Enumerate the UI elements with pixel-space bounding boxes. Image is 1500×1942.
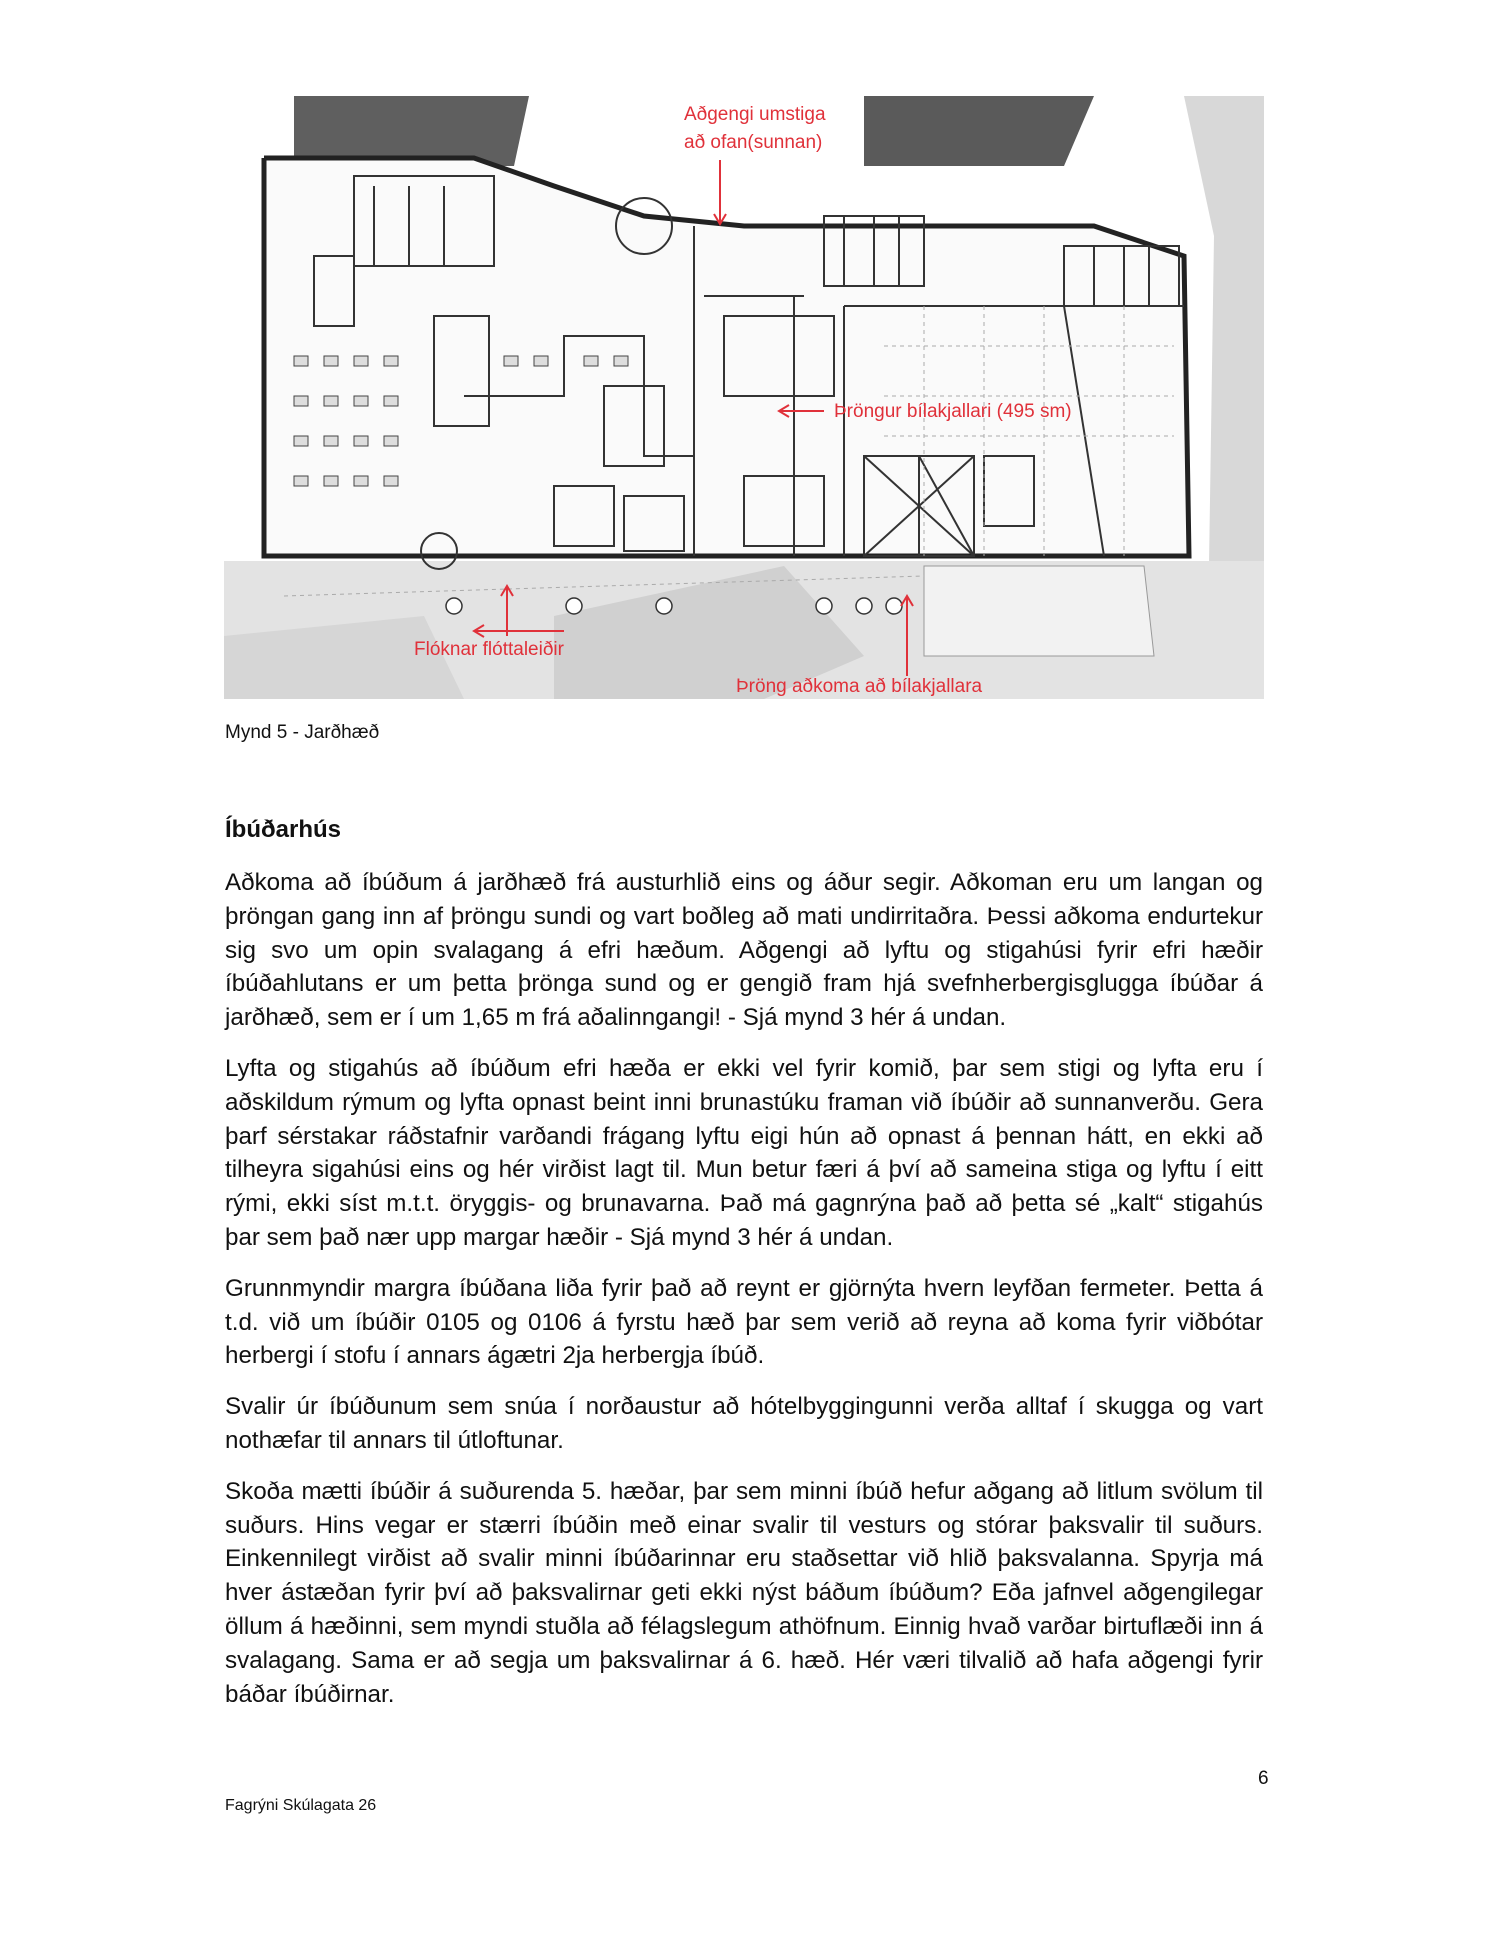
- paragraph: Lyfta og stigahús að íbúðum efri hæða er ekki vel fyrir komið, þar sem stigi og lyfta eru í aðskildum rýmum og lyfta opnast beint inni brunastúku framan við íbúðir að sunnanverðu. Gera þarf sérstakar ráðstafnir varðandi frágang lyftu eigi hún að opnast á þennan hátt, en ekki að tilheyra sigahúsi eins og hér virðist lagt til. Mun betur færi á því að sameina stiga og lyftu í eitt rými, ekki síst m.t.t. öryggis- og brunavarna. Það má gagnrýna það að þetta sé „kalt“ stigahús þar sem það nær upp margar hæðir - Sjá mynd 3 hér á undan.: [225, 1054, 1263, 1251]
- footer-text: Fagrýni Skúlagata 26: [225, 1797, 377, 1814]
- annotation-right: Þröngur bílakjallari (495 sm): [834, 401, 1072, 422]
- paragraph: Svalir úr íbúðunum sem snúa í norðaustur að hótelbyggingunni verða alltaf í skugga og vart nothæfar til annars til útloftunar.: [225, 1393, 1263, 1454]
- annotation-top-line1: Aðgengi umstiga: [684, 104, 826, 125]
- paragraph: Skoða mætti íbúðir á suðurenda 5. hæðar, þar sem minni íbúð hefur aðgang að litlum svölum til suðurs. Hins vegar er stærri íbúðin með einar svalir til vesturs og stórar þaksvalir til suðurs. Einkennilegt virðist að svalir minni íbúðarinnar eru staðsettar við hlið þaksvalanna. Spyrja má hver ástæðan fyrir því að þaksvalirnar geti ekki nýst báðum íbúðum? Eða jafnvel aðgengilegar öllum á hæðinni, sem myndi stuðla að félagslegum athöfnum. Einnig hvað varðar birtuflæði inn á svalagang. Sama er að segja um þaksvalirnar á 6. hæð. Hér væri tilvalið að hafa aðgengi fyrir báðar íbúðirnar.: [225, 1477, 1263, 1708]
- floor-plan-figure: [224, 96, 1264, 699]
- section-body: [225, 866, 1263, 1728]
- annotation-bottom: Þröng aðkoma að bílakjallara: [736, 676, 983, 697]
- figure-caption: Mynd 5 - Jarðhæð: [225, 722, 380, 743]
- paragraph: Aðkoma að íbúðum á jarðhæð frá austurhlið eins og áður segir. Aðkoman eru um langan og þröngan gang inn af þröngu sundi og vart boðleg að mati undirritaðra. Þessi aðkoma endurtekur sig svo um opin svalagang á efri hæðum. Aðgengi að lyftu og stigahúsi fyrir efri hæðir íbúðahlutans er um þetta þrönga sund og er gengið fram hjá svefnherbergisglugga íbúðar á jarðhæð, sem er í um 1,65 m frá aðalinngangi! - Sjá mynd 3 hér á undan.: [225, 869, 1263, 1032]
- annotation-top-line2: að ofan(sunnan): [684, 132, 823, 153]
- page-number: 6: [1258, 1768, 1269, 1789]
- neighbour-building-top-right: [864, 96, 1094, 166]
- annotation-left: Flóknar flóttaleiðir: [414, 639, 564, 660]
- section-heading: Íbúðarhús: [225, 816, 342, 843]
- floor-plan-drawing: [224, 96, 1264, 699]
- paragraph: Grunnmyndir margra íbúðana liða fyrir það að reynt er gjörnýta hvern leyfðan fermeter. Þetta á t.d. við um íbúðir 0105 og 0106 á fyrstu hæð þar sem verið að reyna að koma fyrir viðbótar herbergi í stofu í annars ágætri 2ja herbergja íbúð.: [225, 1274, 1263, 1370]
